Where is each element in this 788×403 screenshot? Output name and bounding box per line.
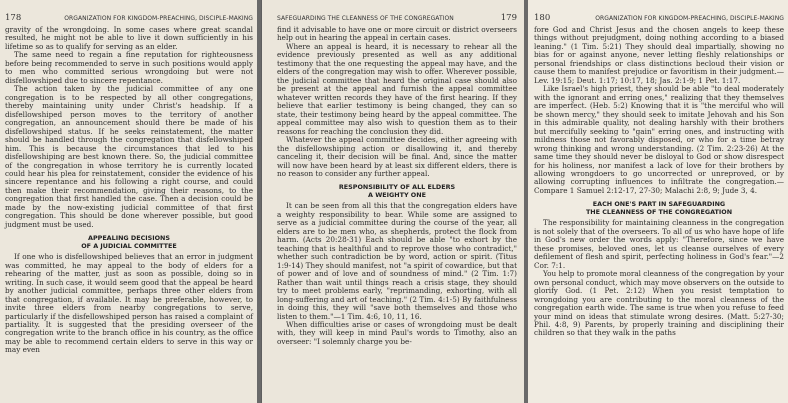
running-head — [5, 13, 253, 23]
section-heading — [5, 234, 253, 250]
paragraph: Like Israel's high priest, they should be able "to deal moderately with the ignorant and erring ones," realizing that they themselves are imperfect. (Heb. 5:2) Knowing that it is "the merciful who will be shown mercy," they should seek to imitate Jehovah and his Son in this admirable quality, not dealing harshly with their brothers but mercifully seeking to "gain" erring ones, and instructing with mildness those not favorably disposed, or who for a time betray wrong thinking and wrong understanding. (2 Tim. 2:23-26) At the same time they should never be disloyal to God or show disrespect for his holiness, nor manifest a lack of love for their brothers by allowing wrongdoers to go uncorrected or unreproved, or by allowing corrupting influences to infiltrate the congregation.—Compare 1 Samuel 2:12-17, 27-30; Malachi 2:8, 9; Jude 3, 4. — [534, 84, 784, 195]
left-page — [0, 0, 257, 403]
middle-page — [262, 0, 524, 403]
running-head — [277, 13, 517, 23]
paragraph: Whatever the appeal committee decides, either agreeing with the disfellowshiping action or disallowing it, and thereby canceling it, their decision will be final. And, since the matter will now have been heard by at least six different elders, there is no reason to consider any further appeal. — [277, 135, 517, 178]
body-text — [277, 26, 517, 346]
page-number: 178 — [5, 13, 22, 23]
paragraph: The responsibility for maintaining cleanness in the congregation is not solely that of the overseers. To all of us who have hope of life in God's new order the words apply: "Therefore, since we have these promises, beloved ones, let us cleanse ourselves of every defilement of flesh and spirit, perfecting holiness in God's fear."—2 Cor. 7:1. — [534, 218, 784, 270]
running-title: ORGANIZATION FOR KINGDOM-PREACHING, DISCIPLE-MAKING — [64, 15, 253, 22]
page-number: 180 — [534, 13, 551, 23]
paragraph: If one who is disfellowshiped believes that an error in judgment was committed, he may appeal to the body of elders for a rehearing of the matter, just as soon as possible, doing so in writing. In such case, it would seem good that the appeal be heard by another judicial committee, perhaps three other elders from that congregation, if available. It may be preferable, however, to invite three elders from nearby congregations to serve, particularly if the disfellowshiped person has raised a complaint of partiality. It is suggested that the presiding overseer of the congregation write to the branch office in his country, as the office may be able to recommend certain elders to serve in this way or may even — [5, 252, 253, 355]
page-number: 179 — [500, 13, 517, 23]
running-title: ORGANIZATION FOR KINGDOM-PREACHING, DISCIPLE-MAKING — [595, 15, 784, 22]
section-heading — [277, 183, 517, 199]
right-page — [528, 0, 788, 403]
section-heading-line: THE CLEANNESS OF THE CONGREGATION — [585, 208, 733, 217]
section-heading-line: RESPONSIBILITY OF ALL ELDERS — [338, 183, 456, 192]
paragraph: When difficulties arise or cases of wrongdoing must be dealt with, they will keep in mind Paul's words to Timothy, also an overseer: "I solemnly charge you be- — [277, 320, 517, 346]
running-title: SAFEGUARDING THE CLEANNESS OF THE CONGREGATION — [277, 15, 454, 22]
paragraph: Where an appeal is heard, it is necessary to rehear all the evidence previously presented as well as any additional testimony that the one requesting the appeal may have, and the elders of the congregation may wish to offer. Wherever possible, the judicial committee that heard the original case should also be present at the appeal and furnish the appeal committee whatever written records they have of the first hearing. If they believe that earlier testimony is being changed, they can so state, their testimony being heard by the appeal committee. The appeal committee may also wish to question them as to their reasons for reaching the conclusion they did. — [277, 41, 517, 136]
paragraph: find it advisable to have one or more circuit or district overseers help out in hearing the appeal in certain cases. — [277, 25, 517, 43]
section-heading-line: APPEALING DECISIONS — [88, 234, 170, 243]
section-heading — [534, 200, 784, 216]
paragraph: The same need to regain a fine reputation for righteousness before being recommended to serve in such positions would apply to men who committed serious wrongdoing but were not disfellowshiped due to sincere repentance. — [5, 50, 253, 85]
paragraph: You help to promote moral cleanness of the congregation by your own personal conduct, which may move observers on the outside to glorify God. (1 Pet. 2:12) When you resist temptation to wrongdoing you are contributing to the moral cleanness of the congregation earth wide. The same is true when you refuse to feed your mind on ideas that stimulate wrong desires. (Matt. 5:27-30; Phil. 4:8, 9) Parents, by properly training and disciplining their children so that they walk in the paths — [534, 269, 784, 338]
running-head — [534, 13, 784, 23]
page-gutter — [257, 0, 261, 403]
paragraph: fore God and Christ Jesus and the chosen angels to keep these things without prejudgment, doing nothing according to a biased leaning." (1 Tim. 5:21) They should deal impartially, showing no bias for or against anyone, never letting fleshly relationships or personal friendships or class distinctions becloud their vision or cause them to manifest prejudice or favoritism in their judgment.—Lev. 19:15; Deut. 1:17; 10:17, 18; Jas. 2:1-9; 1 Pet. 1:17. — [534, 25, 784, 85]
section-heading-line: OF A JUDICIAL COMMITTEE — [81, 242, 177, 251]
paragraph: It can be seen from all this that the congregation elders have a weighty responsibility to bear. While some are assigned to serve as a judicial committee during the course of the year, all elders are to be men who, as shepherds, protect the flock from harm. (Acts 20:28-31) Each should be able "to exhort by the teaching that is healthful and to reprove those who contradict," whether such contradiction be by word, action or spirit. (Titus 1:9-14) They should manifest, not "a spirit of cowardice, but that of power and of love and of soundness of mind." (2 Tim. 1:7) Rather than wait until things reach a crisis stage, they should try to meet problems early, "reprimanding, exhorting, with all long-suffering and art of teaching." (2 Tim. 4:1-5) By faithfulness in doing this, they will "save both themselves and those who listen to them."—1 Tim. 4:6, 10, 11, 16. — [277, 201, 517, 321]
body-text — [5, 26, 253, 355]
body-text — [534, 26, 784, 338]
section-heading-line: A WEIGHTY ONE — [368, 191, 426, 200]
section-heading-line: EACH ONE'S PART IN SAFEGUARDING — [592, 200, 726, 209]
paragraph: The action taken by the judicial committee of any one congregation is to be respected by all other congregations, thereby maintaining unity under Christ's headship. If a disfellowshiped person moves to the territory of another congregation, an announcement should there be made of his disfellowshiped status. If he seeks reinstatement, the matter should be handled through the congregation that disfellowshiped him. This is because the circumstances that led to his disfellowshiping are best known there. So, the judicial committee of the congregation in whose territory he is currently located could hear his plea for reinstatement, consider the evidence of his sincere repentance and his following a right course, and could then make their recommendation, giving their reasons, to the congregation that first handled the case. Then a decision could be made by the now-existing judicial committee of that first congregation. This should be done wherever possible, but good judgment must be used. — [5, 84, 253, 229]
paragraph: gravity of the wrongdoing. In some cases where great scandal resulted, he might not be able to live it down sufficiently in his lifetime so as to qualify for serving as an elder. — [5, 25, 253, 51]
